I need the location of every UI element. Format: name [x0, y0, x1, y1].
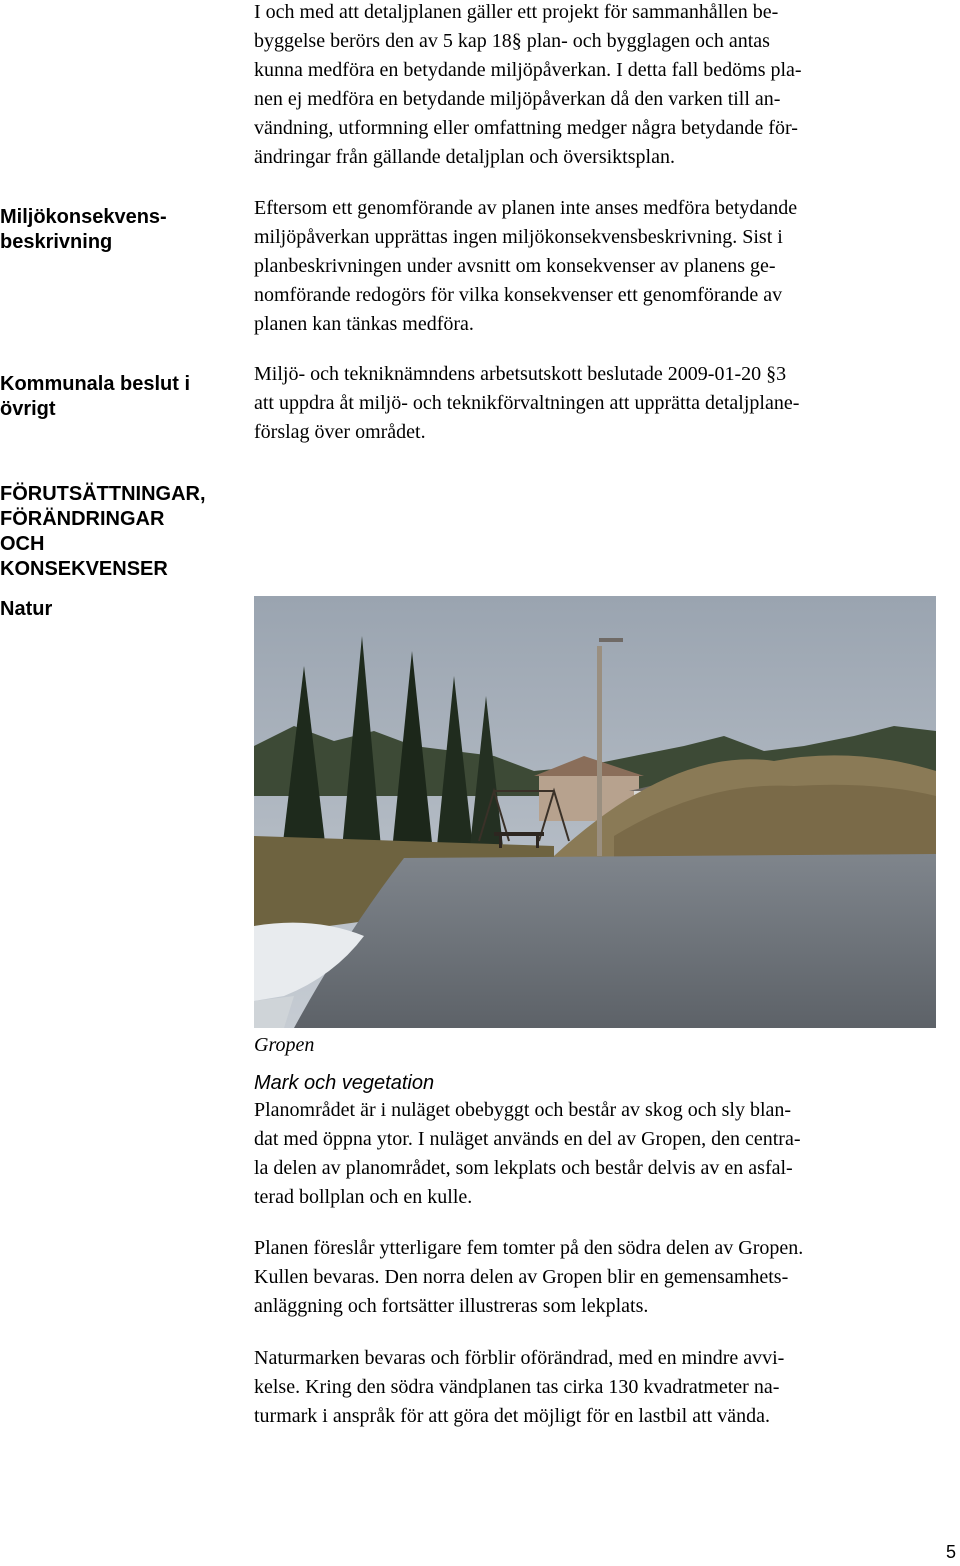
text-line: turmark i anspråk för att göra det möjligt för en lastbil att vända. — [254, 1405, 770, 1427]
miljo-paragraph — [254, 194, 944, 339]
natur-paragraph-1 — [254, 1096, 944, 1212]
text-line: Miljö- och tekniknämndens arbetsutskott beslutade 2009-01-20 §3 — [254, 363, 787, 385]
text-line: Planen föreslår ytterligare fem tomter på den södra delen av Gropen. — [254, 1237, 804, 1259]
text-line: dat med öppna ytor. I nuläget används en del av Gropen, den centra- — [254, 1128, 801, 1150]
text-line: att uppdra åt miljö- och teknikförvaltningen att upprätta detaljplane- — [254, 392, 800, 414]
natur-paragraph-2 — [254, 1234, 944, 1321]
heading-line: FÖRÄNDRINGAR — [0, 508, 165, 530]
miljo-heading — [0, 205, 240, 255]
text-line: förslag över området. — [254, 421, 426, 443]
text-line: planbeskrivningen under avsnitt om konsekvenser av planens ge- — [254, 255, 776, 277]
main-section-heading — [0, 482, 240, 582]
text-line: Planområdet är i nuläget obebyggt och består av skog och sly blan- — [254, 1099, 792, 1121]
heading-line: Miljökonsekvens- — [0, 206, 167, 228]
text-line: kunna medföra en betydande miljöpåverkan. I detta fall bedöms pla- — [254, 59, 802, 81]
kommunala-paragraph — [254, 360, 944, 447]
natur-heading: Natur — [0, 598, 53, 620]
text-line: ändringar från gällande detaljplan och översiktsplan. — [254, 146, 675, 168]
text-line: nen ej medföra en betydande miljöpåverkan då den varken till an- — [254, 88, 781, 110]
intro-paragraph — [254, 0, 944, 172]
gropen-photo-image — [254, 596, 936, 1028]
text-line: miljöpåverkan upprättas ingen miljökonsekvensbeskrivning. Sist i — [254, 226, 783, 248]
heading-line: OCH — [0, 533, 45, 555]
text-line: byggelse berörs den av 5 kap 18§ plan- och bygglagen och antas — [254, 30, 770, 52]
text-line: planen kan tänkas medföra. — [254, 313, 474, 335]
text-line: vändning, utformning eller omfattning medger några betydande för- — [254, 117, 798, 139]
text-line: anläggning och fortsätter illustreras som lekplats. — [254, 1295, 649, 1317]
text-line: la delen av planområdet, som lekplats och består delvis av en asfal- — [254, 1157, 793, 1179]
photo-caption: Gropen — [254, 1034, 315, 1056]
text-line: Eftersom ett genomförande av planen inte anses medföra betydande — [254, 197, 798, 219]
text-line: kelse. Kring den södra vändplanen tas cirka 130 kvadratmeter na- — [254, 1376, 780, 1398]
heading-line: Kommunala beslut i — [0, 373, 191, 395]
heading-line: KONSEKVENSER — [0, 558, 168, 580]
text-line: Naturmarken bevaras och förblir oförändrad, med en mindre avvi- — [254, 1347, 785, 1369]
heading-line: övrigt — [0, 398, 56, 420]
text-line: terad bollplan och en kulle. — [254, 1186, 473, 1208]
kommunala-heading — [0, 372, 240, 422]
text-line: Kullen bevaras. Den norra delen av Gropen blir en gemensamhets- — [254, 1266, 789, 1288]
natur-paragraph-3 — [254, 1344, 944, 1431]
gropen-photo — [254, 596, 936, 1028]
mark-och-vegetation-subheading: Mark och vegetation — [254, 1072, 435, 1094]
text-line: nomförande redogörs för vilka konsekvenser ett genomförande av — [254, 284, 783, 306]
text-line: I och med att detaljplanen gäller ett projekt för sammanhållen be- — [254, 1, 779, 23]
page-number: 5 — [945, 1542, 956, 1562]
heading-line: FÖRUTSÄTTNINGAR, — [0, 483, 206, 505]
heading-line: beskrivning — [0, 231, 113, 253]
